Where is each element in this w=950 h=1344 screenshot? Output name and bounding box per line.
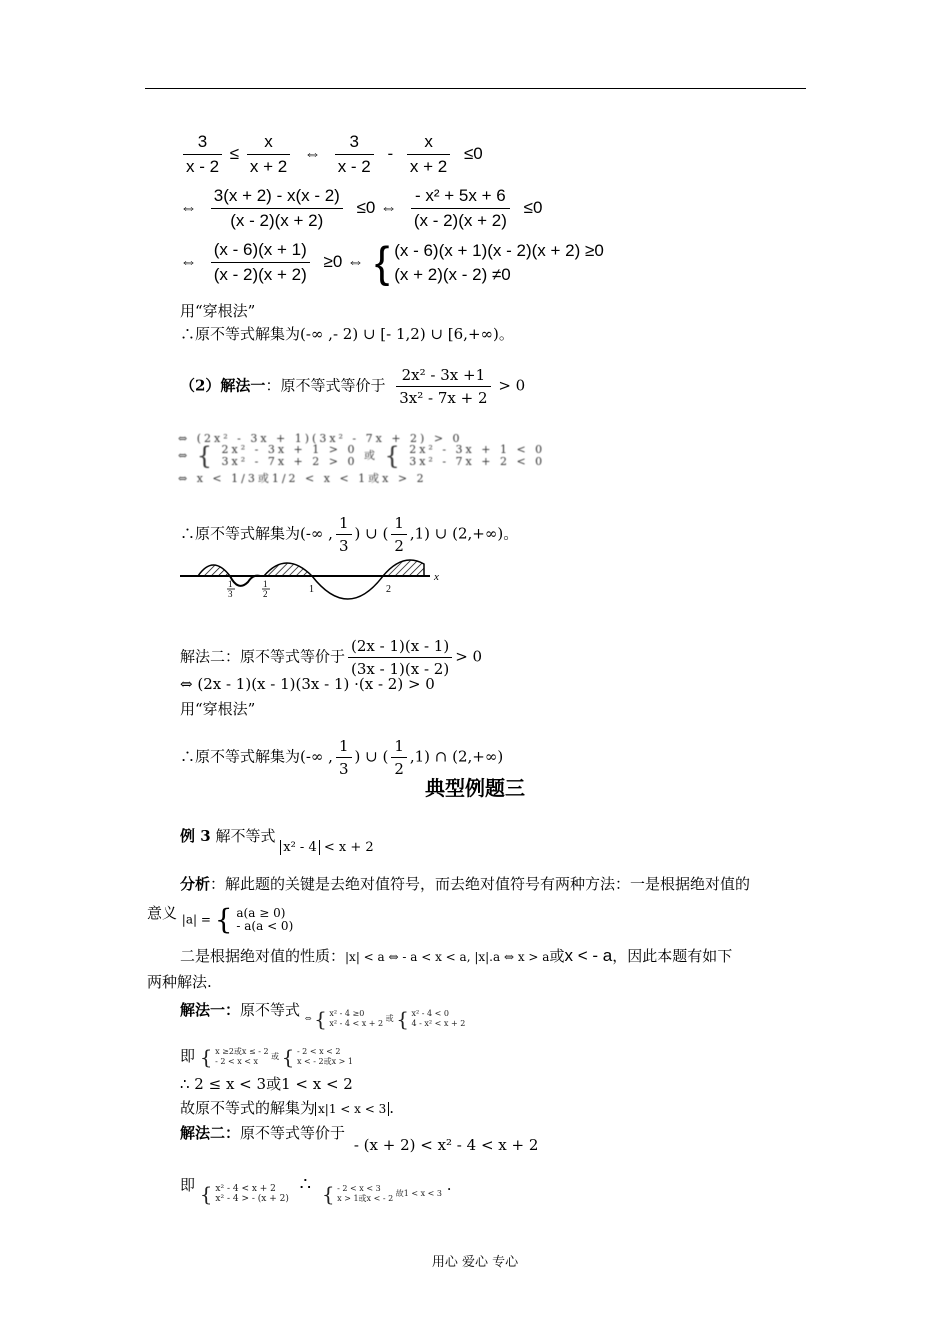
tick-label: 2 [263,589,268,599]
fraction: $\frac{1}{3}$ [336,512,352,557]
equation-1: $\frac{3}{x - 2}$ ≤ $\frac{x}{x + 2}$ ⇔ $\frac{3}{x - 2}$ - $\frac{x}{x + 2}$ ≤0 [180,130,489,179]
case-system: { (x - 6)(x + 1)(x - 2)(x + 2) ≥0 (x + 2)(x - 2) ≠0 [374,237,604,287]
solution-b-step: 即 { x² - 4 < x + 2 x² - 4 > - (x + 2) ∴ { - 2 < x < 3 x > 1或x < - 2 故1 < x < 3 . [180,1174,452,1206]
fraction: $\frac{1}{2}$ [391,512,407,557]
tick-label: 1 [309,584,314,595]
solution-set-1: ∴原不等式解集为(-∞ ,- 2) ∪ [- 1,2) ∪ [6,+∞)。 [180,325,514,343]
solution-a-intro: 解法一：原不等式 ⇔ { x² - 4 ≥0 x² - 4 < x + 2 或 { x² - 4 < 0 4 - x² < x + 2 [180,1001,466,1031]
blurred-step-3: ⇔ x < 1/3或1/2 < x < 1或x > 2 [178,472,427,485]
solution-a-step: 即 { x ≥2或x ≤ - 2 - 2 < x < x 或 { - 2 < x < 2 x < - 2或x > 1 [180,1045,353,1069]
fraction: $\frac{(x - 6)(x + 1)}{(x - 2)(x + 2)}$ [211,238,310,287]
axis-label: x [434,571,439,583]
analysis-line-4: 两种解法. [147,973,212,991]
solution-a-final: 故原不等式的解集为 x|1 < x < 3 . [180,1099,395,1117]
fraction: $\frac{3}{x - 2}$ [183,130,222,179]
section-heading: 典型例题三 [425,776,525,800]
header-rule [145,88,806,89]
method-2-step: ⇔ (2x - 1)(x - 1)(3x - 1) ·(x - 2) > 0 [180,675,435,693]
fraction: $\frac{(2x - 1)(x - 1)}{(3x - 1)(x - 2)}$ [348,635,452,680]
fraction: $\frac{\text{- x² + 5x + 6}}{(x - 2)(x + 2)}$ [411,184,510,233]
analysis-line-1: 分析：解此题的关键是去绝对值符号，而去绝对值符号有两种方法：一是根据绝对值的 [180,875,751,893]
tick-label: 2 [386,584,391,595]
solution-set-3: ∴原不等式解集为(-∞ , $\frac{1}{3}$ ) ∪ ( $\frac{1}{2}$ ,1) ∩ (2,+∞) [180,737,504,778]
sign-curve [230,576,260,586]
tick-label: 1 [228,579,233,589]
fraction: $\frac{\text{2x² - 3x +1}}{\text{3x² - 7x + 2}}$ [396,364,490,409]
analysis-line-3: 二是根据绝对值的性质：|x| < a ⇔ - a < x < a, |x|.a ⇔ x > a或x < - a，因此本题有如下 [180,946,733,965]
solution-a-therefore: ∴ 2 ≤ x < 3或1 < x < 2 [180,1075,353,1093]
equation-2: ⇔ $\frac{3(x + 2) - x(x - 2)}{(x - 2)(x + 2)}$ ≤0 ⇔ $\frac{\text{- x² + 5x + 6}}{(x - 2)(x + 2)}$ ≤0 [180,184,548,233]
fraction: $\frac{1}{3}$ [336,735,352,780]
tick-label: 3 [228,589,233,599]
blurred-step-2: ⇔ { 2x² - 3x + 1 > 0 3x² - 7x + 2 > 0 或 { 2x² - 3x + 1 < 0 3x² - 7x + 2 < 0 [178,442,546,470]
sign-diagram [178,552,448,602]
fraction: $\frac{1}{2}$ [391,735,407,780]
sign-curve [312,576,383,599]
hatched-region [264,563,312,576]
solution-set-2: ∴原不等式解集为(-∞ , $\frac{1}{3}$ ) ∪ ( $\frac{1}{2}$ ,1) ∪ (2,+∞)。 [180,514,519,555]
fraction: $\frac{3}{x - 2}$ [335,130,374,179]
solution-b-intro: 解法二：原不等式等价于 - (x + 2) < x² - 4 < x + 2 [180,1124,539,1154]
fraction: $\frac{x}{x + 2}$ [407,130,450,179]
blurred-step-1: ⇔ (2x² - 3x + 1)(3x² - 7x + 2) > 0 [178,432,463,445]
equation-3: ⇔ $\frac{(x - 6)(x + 1)}{(x - 2)(x + 2)}$ ≥0 ⇔ { (x - 6)(x + 1)(x - 2)(x + 2) ≥0 (x + 2)(x - 2) ≠0 [180,237,604,287]
example-3: 例 3 解不等式 x² - 4 < x + 2 [180,827,374,855]
hatched-region [198,565,230,576]
method-2-intro: 解法二：原不等式等价于 $\frac{(2x - 1)(x - 1)}{(3x - 1)(x - 2)}$ > 0 [180,637,483,678]
analysis-line-2: 意义 |a| = { a(a ≥ 0) - a(a < 0) [147,903,294,936]
part-2-intro: （2）解法一：原不等式等价于 $\frac{\text{2x² - 3x +1}}{\text{3x² - 7x + 2}}$ > 0 [180,366,526,407]
fraction: $\frac{3(x + 2) - x(x - 2)}{(x - 2)(x + 2)}$ [211,184,343,233]
tick-label: 1 [263,579,268,589]
fraction: $\frac{x}{x + 2}$ [247,130,290,179]
use-root-method-1: 用“穿根法” [180,302,256,320]
page-footer: 用心 爱心 专心 [431,1255,519,1270]
hatched-region [383,560,424,576]
use-root-method-2: 用“穿根法” [180,700,256,718]
